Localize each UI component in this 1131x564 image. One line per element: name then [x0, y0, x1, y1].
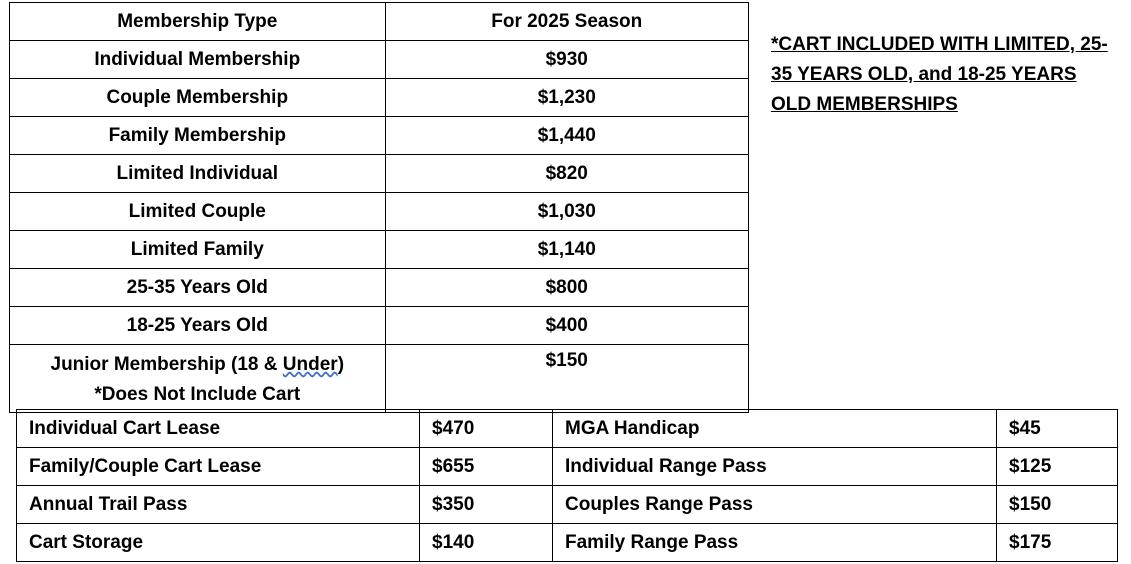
extra-item: Individual Range Pass	[553, 448, 997, 486]
extra-price: $470	[420, 410, 553, 448]
membership-price: $1,140	[385, 231, 748, 269]
table-row	[10, 193, 749, 231]
column-header-season: For 2025 Season	[385, 3, 748, 41]
junior-cart-note: *Does Not Include Cart	[94, 384, 301, 405]
membership-price: $400	[385, 307, 748, 345]
extra-price: $140	[420, 524, 553, 562]
extra-price: $350	[420, 486, 553, 524]
table-row	[10, 307, 749, 345]
extra-item: Individual Cart Lease	[17, 410, 420, 448]
membership-type: 25-35 Years Old	[10, 269, 386, 307]
membership-table	[9, 2, 749, 413]
table-row-junior	[10, 345, 749, 413]
membership-type: Couple Membership	[10, 79, 386, 117]
extra-price: $45	[997, 410, 1118, 448]
membership-type: Limited Couple	[10, 193, 386, 231]
extra-price: $175	[997, 524, 1118, 562]
junior-type-prefix: Junior Membership (18 &	[50, 354, 283, 375]
membership-type: Family Membership	[10, 117, 386, 155]
membership-price: $1,030	[385, 193, 748, 231]
membership-price: $1,440	[385, 117, 748, 155]
extra-item: Family/Couple Cart Lease	[17, 448, 420, 486]
membership-price: $820	[385, 155, 748, 193]
extra-item: Family Range Pass	[553, 524, 997, 562]
junior-membership-type	[10, 350, 385, 380]
table-row	[10, 269, 749, 307]
table-row	[10, 117, 749, 155]
membership-type: Individual Membership	[10, 41, 386, 79]
extra-price: $125	[997, 448, 1118, 486]
membership-price: $1,230	[385, 79, 748, 117]
table-row	[10, 79, 749, 117]
table-row	[10, 155, 749, 193]
membership-price: $800	[385, 269, 748, 307]
table-row	[10, 41, 749, 79]
membership-price: $930	[385, 41, 748, 79]
extra-price: $655	[420, 448, 553, 486]
membership-type: Limited Family	[10, 231, 386, 269]
junior-type-under: Under	[282, 354, 338, 375]
table-row	[17, 448, 1118, 486]
membership-type: Limited Individual	[10, 155, 386, 193]
extra-item: Annual Trail Pass	[17, 486, 420, 524]
membership-type: 18-25 Years Old	[10, 307, 386, 345]
junior-membership-price: $150	[385, 345, 748, 413]
extra-price: $150	[997, 486, 1118, 524]
table-row	[17, 524, 1118, 562]
junior-type-suffix: )	[337, 354, 345, 375]
table-row	[17, 410, 1118, 448]
extra-item: Couples Range Pass	[553, 486, 997, 524]
table-row	[17, 486, 1118, 524]
extra-item: MGA Handicap	[553, 410, 997, 448]
extra-item: Cart Storage	[17, 524, 420, 562]
table-row	[10, 231, 749, 269]
table-header-row	[10, 3, 749, 41]
extras-table	[16, 409, 1118, 562]
cart-included-note: *CART INCLUDED WITH LIMITED, 25-35 YEARS OLD, and 18-25 YEARS OLD MEMBERSHIPS	[771, 34, 1108, 115]
junior-membership-cell	[10, 345, 386, 413]
column-header-membership-type: Membership Type	[10, 3, 386, 41]
